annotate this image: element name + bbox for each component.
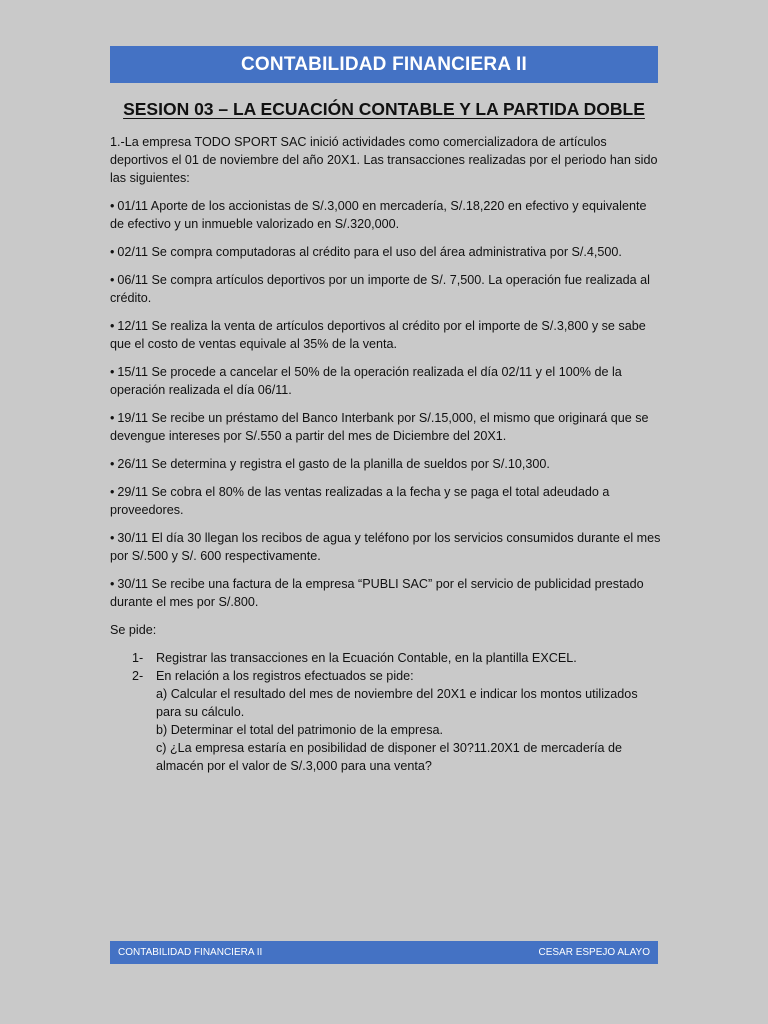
- sub-requirement-c: c) ¿La empresa estaría en posibilidad de disponer el 30?11.20X1 de mercadería de almacén por el valor de S/.3,000 para una venta?: [156, 741, 623, 773]
- transaction-item: • 15/11 Se procede a cancelar el 50% de la operación realizada el día 02/11 y el 100% de la operación realizada el día 06/11.: [110, 365, 622, 397]
- intro-paragraph: 1.-La empresa TODO SPORT SAC inició actividades como comercializadora de artículos deportivos el 01 de noviembre del año 20X1. Las transacciones realizadas por el periodo han sido las siguientes:: [110, 135, 658, 185]
- footer-author: CESAR ESPEJO ALAYO: [538, 947, 650, 958]
- requirements-list: [110, 649, 662, 775]
- sub-requirement-b: b) Determinar el total del patrimonio de la empresa.: [156, 723, 443, 737]
- bullet-icon: •: [110, 365, 115, 379]
- transaction-item: • 30/11 Se recibe una factura de la empresa “PUBLI SAC” por el servicio de publicidad prestado durante el mes por S/.800.: [110, 577, 644, 609]
- document-body: [110, 133, 662, 775]
- sub-requirement-a: a) Calcular el resultado del mes de noviembre del 20X1 e indicar los montos utilizados para su cálculo.: [156, 687, 638, 719]
- transaction-item: • 29/11 Se cobra el 80% de las ventas realizadas a la fecha y se paga el total adeudado a proveedores.: [110, 485, 610, 517]
- transaction-item: • 26/11 Se determina y registra el gasto de la planilla de sueldos por S/.10,300.: [110, 457, 550, 471]
- bullet-icon: •: [110, 577, 115, 591]
- transaction-item: • 30/11 El día 30 llegan los recibos de agua y teléfono por los servicios consumidos durante el mes por S/.500 y S/. 600 respectivamente.: [110, 531, 661, 563]
- transaction-item: • 12/11 Se realiza la venta de artículos deportivos al crédito por el importe de S/.3,800 y se sabe que el costo de ventas equivale al 35% de la venta.: [110, 319, 646, 351]
- transaction-item: • 19/11 Se recibe un préstamo del Banco Interbank por S/.15,000, el mismo que originará que se devengue intereses por S/.550 a partir del mes de Diciembre del 20X1.: [110, 411, 649, 443]
- transaction-item: • 06/11 Se compra artículos deportivos por un importe de S/. 7,500. La operación fue realizada al crédito.: [110, 273, 650, 305]
- footer-band: [110, 941, 658, 964]
- bullet-icon: •: [110, 457, 115, 471]
- bullet-icon: •: [110, 531, 115, 545]
- bullet-icon: •: [110, 273, 115, 287]
- bullet-icon: •: [110, 199, 115, 213]
- course-title: CONTABILIDAD FINANCIERA II: [241, 53, 527, 75]
- requirement-item: [110, 667, 662, 685]
- header-band: [110, 46, 658, 83]
- se-pide-label: Se pide:: [110, 623, 157, 637]
- transaction-item: • 01/11 Aporte de los accionistas de S/.3,000 en mercadería, S/.18,220 en efectivo y equivalente de efectivo y un inmueble valorizado en S/.320,000.: [110, 199, 647, 231]
- bullet-icon: •: [110, 319, 115, 333]
- bullet-icon: •: [110, 485, 115, 499]
- session-title: SESION 03 – LA ECUACIÓN CONTABLE Y LA PARTIDA DOBLE: [123, 99, 645, 119]
- transaction-item: • 02/11 Se compra computadoras al crédito para el uso del área administrativa por S/.4,500.: [110, 245, 622, 259]
- requirement-text: En relación a los registros efectuados se pide:: [156, 669, 414, 683]
- requirement-text: Registrar las transacciones en la Ecuación Contable, en la plantilla EXCEL.: [156, 651, 577, 665]
- bullet-icon: •: [110, 245, 115, 259]
- footer-course: CONTABILIDAD FINANCIERA II: [118, 947, 263, 958]
- requirement-item: [110, 649, 662, 667]
- bullet-icon: •: [110, 411, 115, 425]
- requirement-number: 1-: [132, 651, 144, 665]
- requirement-number: 2-: [132, 669, 144, 683]
